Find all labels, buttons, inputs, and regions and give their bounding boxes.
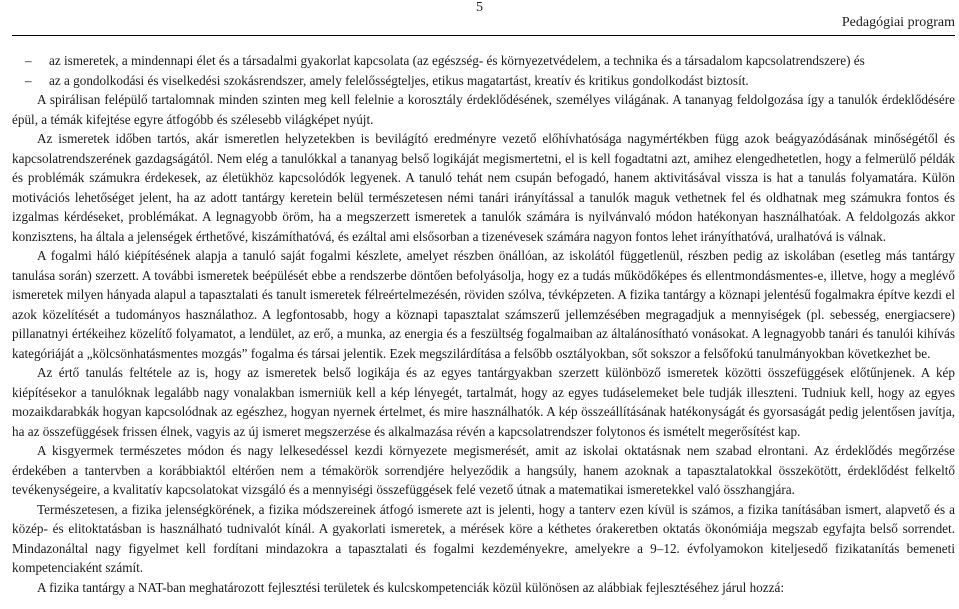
paragraph: Természetesen, a fizika jelenségkörének, a fizika módszereinek átfogó ismerete azt is jelenti, hogy a tanterv ezen kívül is számos, a fizika tanításában ismert, alapvető és a közép- és elitoktatásban is használható tudnivalót kínál. A gyakorlati ismeretek, a mérések köre a kéthetes órakeretben oktatás ökonómiája megszab egyfajta belső sorrendet. Mindazonáltal nagy figyelmet kell fordítani mindazokra a tapasztalati és fogalmi kezdeményekre, amelyekre a 9–12. évfolyamokon kiteljesedő fizikatanítás bemeneti kompetenciaként számít. xyxy=(12,501,955,575)
bullet-text: az ismeretek, a mindennapi élet és a társadalmi gyakorlat kapcsolata (az egészség- és környezetvédelem, a technika és a társadalom kapcsolatrendszere) és xyxy=(49,53,865,68)
paragraph: Az értő tanulás feltétele az is, hogy az ismeretek belső logikája és az egyes tantárgyakban szerzett különböző ismeretek közötti összefüggések előtűnjenek. A kép kiépítésekor a tanulóknak legalább nagy vonalakban ismerniük kell a kép lényegét, tartalmát, hogy az egyes tudáselemeket bele tudják illeszteni. Tudniuk kell, hogy az egyes mozaikdarabkák hogyan kapcsolódnak az egészhez, hogyan nyernek értelmet, és mire használhatók. A kép összeállításának hatékonyságát és gyorsaságát pedig jelentősen javítja, ha az összefüggések frissen élnek, vagyis az új ismeret megszerzése és alkalmazása révén a kapcsolatrendszer folytonos és ismételt megerősítést kap. xyxy=(12,365,955,439)
bullet-item xyxy=(12,71,955,91)
header-title: Pedagógiai program xyxy=(841,15,955,30)
page-number: 5 xyxy=(476,0,483,15)
bullet-dash: – xyxy=(25,72,32,88)
bullet-text: az a gondolkodási és viselkedési szokásrendszer, amely felelősségteljes, etikus magatartást, kreatív és kritikus gondolkodást biztosít. xyxy=(49,72,749,88)
document-body xyxy=(12,51,955,597)
bullet-dash: – xyxy=(25,53,32,68)
paragraph: A fogalmi háló kiépítésének alapja a tanuló saját fogalmi készlete, amelyet részben önállóan, az iskolától függetlenül, részben pedig az iskolában (esetleg más tantárgy tanulása során) szerzett. A további ismeretek beépülését ebbe a rendszerbe döntően befolyásolja, hogy ez a tudás működőképes és ellentmondásmentes-e, illetve, hogy a meglévő ismeretek milyen hányada alapul a tapasztalati és tanult ismeretek félreértelmezésén, röviden szólva, tévképzeten. A fizika tantárgy a köznapi jelentésű fogalmakra építve kezdi el azok közelítését a tudományos használathoz. A legfontosabb, hogy a köznapi tapasztalat számszerű jellemzésében megragadjuk a mennyiségek (pl. sebesség, energiacsere) pillanatnyi értékeihez közelítő folyamatot, a lendület, az erő, a munka, az energia és a feszültség fogalmaiban az általánosítható vonásokat. A legnagyobb tanári és tanulói kihívás kategóriáját a „kölcsönhatásmentes mozgás” fogalma és társai jelentik. Ezek megszilárdítása a felsőbb osztályokban, sőt sokszor a felsőfokú tanulmányokban következhet be. xyxy=(12,248,955,361)
paragraph: A fizika tantárgy a NAT-ban meghatározott fejlesztési területek és kulcskompetenciák közül különösen az alábbiak fejlesztéséhez járul hozzá: xyxy=(37,579,784,595)
paragraph: A kisgyermek természetes módon és nagy lelkesedéssel kezdi környezete megismerését, amit az iskolai oktatásnak nem szabad elrontani. Az érdeklődés megőrzése érdekében a tantervben a korábbiaktól eltérően nem a témakörök sorrendjére helyeződik a hangsúly, hanem azoknak a tapasztalatokkal összekötött, érdeklődést felkeltő tevékenységeire, a kvalitatív kapcsolatokat vizsgáló és a mennyiségi összefüggések felé vezető útnak a matematikai ismeretekkel való összhangjára. xyxy=(12,443,955,497)
paragraph: Az ismeretek időben tartós, akár ismeretlen helyzetekben is bevilágító eredményre vezető előhívhatósága nagymértékben függ azok beágyazódásának minőségétől és kapcsolatrendszerének gazdagságától. Nem elég a tanulókkal a tananyag belső logikáját megismertetni, el is kell fogadtatni azt, amihez elengedhetetlen, hogy a felmerülő példák és problémák számukra érdekesek, az életükhöz kapcsolódók legyenek. A tanuló tehát nem csupán befogadó, hanem aktivitásával vissza is hat a tanulás folyamatára. Külön motivációs lehetőséget jelent, ha az adott tantárgy keretein belül természetesen némi tanári irányítással a tanulók maguk vethetnek fel és oldhatnak meg számukra fontos és izgalmas kérdéseket, problémákat. A legnagyobb öröm, ha a megszerzett ismeretek a tanulók számára is nyilvánvaló módon hatékonyan használhatóak. A feldolgozás akkor konzisztens, ha általa a jelenségek érthetővé, kiszámíthatóvá, és ezáltal ami elsősorban a tizenévesek számára nagyon fontos lehet irányíthatóvá, uralhatóvá is válnak. xyxy=(12,131,955,244)
paragraph: A spirálisan felépülő tartalomnak minden szinten meg kell felelnie a korosztály érdeklődésének, személyes világának. A tananyag feldolgozása így a tanulók érdeklődésére épül, a témák kifejtése egyre átfogóbb és szélesebb világképet nyújt. xyxy=(12,92,955,127)
bullet-item xyxy=(12,51,955,71)
header-rule xyxy=(12,35,955,36)
